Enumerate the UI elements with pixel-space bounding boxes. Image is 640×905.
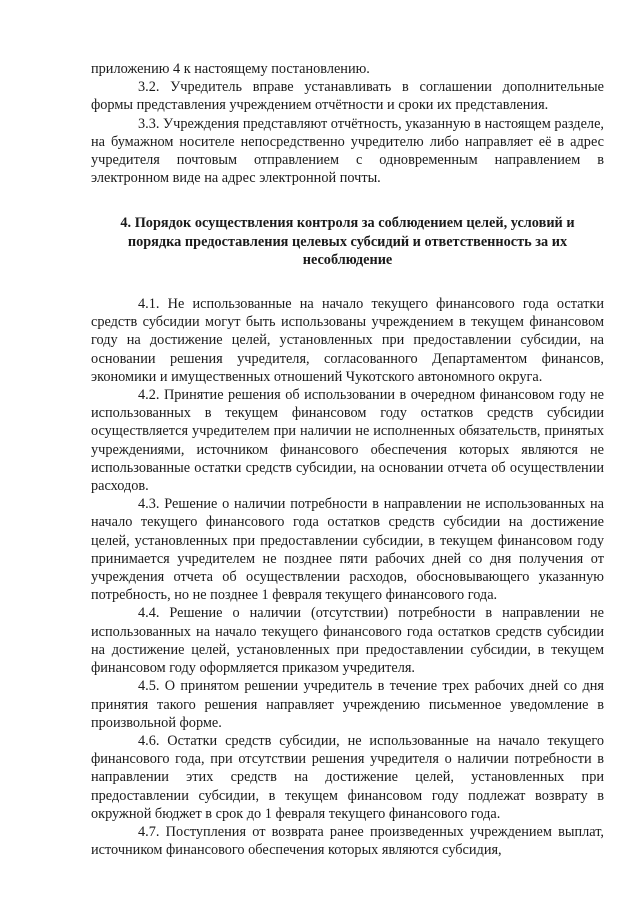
document-body [91, 60, 604, 859]
section-heading: 4. Порядок осуществления контроля за соблюдением целей, условий и порядка предоставления целевых субсидий и ответственность за их несоблюдение [120, 215, 575, 268]
paragraph-3-3: 3.3. Учреждения представляют отчётность, указанную в настоящем разделе, на бумажном носителе непосредственно учредителю либо направляет её в адрес учредителя почтовым отправлением с одновременным направлением в электронном виде на адрес электронной почты. [91, 115, 604, 187]
paragraph-4-5: 4.5. О принятом решении учредитель в течение трех рабочих дней со дня принятия такого решения направляет учреждению письменное уведомление в произвольной форме. [91, 678, 604, 731]
paragraph-4-7: 4.7. Поступления от возврата ранее произведенных учреждением выплат, источником финансового обеспечения которых являются субсидия, [91, 823, 604, 859]
paragraph-4-3: 4.3. Решение о наличии потребности в направлении не использованных на начало текущего финансового года остатков средств субсидии на достижение целей, установленных при предоставлении субсидии, в текущем финансовом году принимается учредителем не позднее пяти рабочих дней со дня получения от учреждения отчета об осуществлении расходов, обосновывающего указанную потребность, но не позднее 1 февраля текущего финансового года. [91, 496, 604, 604]
paragraph-4-6: 4.6. Остатки средств субсидии, не использованные на начало текущего финансового года, при отсутствии решения учредителя о наличии потребности в направлении этих средств на достижение целей, установленных при предоставлении субсидии, в текущем финансовом году подлежат возврату в окружной бюджет в срок до 1 февраля текущего финансового года. [91, 732, 604, 822]
paragraph-4-1: 4.1. Не использованные на начало текущего финансового года остатки средств субсидии могут быть использованы учреждением в текущем финансовом году на достижение целей, установленных при предоставлении субсидии, на основании решения учредителя, согласованного Департаментом финансов, экономики и имущественных отношений Чукотского автономного округа. [91, 296, 604, 385]
paragraph-3-2: 3.2. Учредитель вправе устанавливать в соглашении дополнительные формы представления учреждением отчётности и сроки их представления. [91, 79, 604, 114]
paragraph-continuation: приложению 4 к настоящему постановлению. [91, 61, 370, 77]
paragraph-4-4: 4.4. Решение о наличии (отсутствии) потребности в направлении не использованных на начало текущего финансового года остатков средств субсидии на достижение целей, установленных при предоставлении субсидии, в текущем финансовом году оформляется приказом учредителя. [91, 605, 604, 677]
paragraph-4-2: 4.2. Принятие решения об использовании в очередном финансовом году не использованных в текущем финансовом году остатков средств субсидии осуществляется учредителем при наличии не исполненных обязательств, принятых учреждениями, источником финансового обеспечения которых являются не использованные остатки средств субсидии, на основании отчета об осуществлении расходов. [91, 387, 604, 495]
